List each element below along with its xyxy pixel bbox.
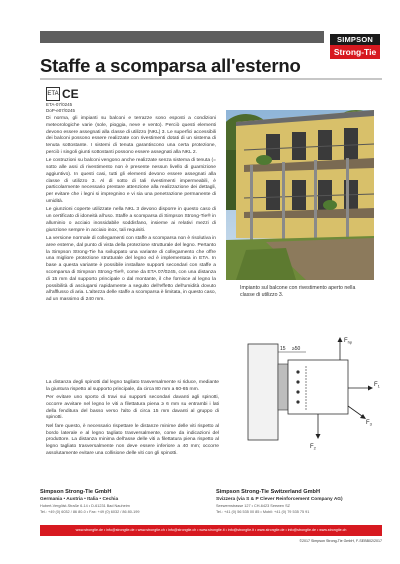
paragraph: La versione normale di collegamenti con staffe a scomparsa non è risolutiva in aree esterne, dal punto di vista della protezione strutturale del legno. Pertanto la Simpson Strong-Tie ha sviluppato una variante di collegamento che offre una migliore protezione strutturale del legno ed è implementata in ETA. In base a questa variante è possibile installare supporti secondari con staffe a scomparsa di Simpson Strong-Tie®, come da ETA 07/0245, con una distanza di 15 mm dal supporto principale o dal montante, il che fornisce al legno la possibilità di asciugarsi rapidamente a seguito dell'effetto dell'umidità dovuto all'afflusso di aria. L'altezza delle staffe a scomparsa è limitata, in questo caso, ad un massimo di 240 mm. xyxy=(46,236,216,303)
force-fhp-sub: hp xyxy=(347,339,353,345)
svg-text:Fhp xyxy=(344,338,353,345)
logo-bottom-text: Strong-Tie xyxy=(330,45,380,59)
dimension-50-label: ≥50 xyxy=(292,346,301,352)
simpson-strong-tie-logo xyxy=(330,34,380,72)
eta-box-icon: ETA xyxy=(46,87,60,101)
ce-certification-icon xyxy=(46,87,82,101)
footer-right-address: Seewernstrasse 127 • CH-6423 Seewen SZ xyxy=(216,504,290,508)
photo-caption: Impianto sul balcone con rivestimento aperto nella classe di utilizzo 3. xyxy=(240,285,356,298)
paragraph: Nel fare questo, è necessario rispettare le distanze minime delle viti rispetto al bordo laterale e al legno tagliato trasversalmente, come da indicazioni del produttore. La distanza minima dell'asse delle viti a filettatura piena rispetto al legno tagliato trasversalmente non deve essere inferiore a 40 mm; occorre assolutamente evitare una collisione delle viti con gli spinotti. xyxy=(46,423,219,456)
eta-number: ETA-07/0245 xyxy=(46,102,73,107)
footer-left-address: Hubert-Vergölst-Straße 6-14 • D-61231 Bad Nauheim xyxy=(40,504,130,508)
logo-top-text: SIMPSON xyxy=(330,34,380,45)
footer-switzerland xyxy=(216,488,386,515)
ce-mark-icon: CE xyxy=(62,87,79,101)
lower-text xyxy=(46,380,219,459)
force-f2-label: F xyxy=(310,444,314,450)
paragraph: Di norma, gli impianti su balconi e terrazze sono esposti a condizioni meteorologiche varie (sole, pioggia, neve e vento). Perciò questi elementi devono essere assegnati alla classe di utilizzo (NKL) 3. Le superfici accessibili dei balconi possono essere realizzate con rivestimenti dotati di un sistema di tenuta sottostante. I sistemi di tenuta garantiscono una certa protezione, perciò i singoli giunti sottostanti possono essere assegnati alla NKL 2. xyxy=(46,116,216,155)
footer-left-countries: Germania • Austria • Italia • Cechia xyxy=(40,497,119,502)
footer-left-contacts: Tel.: +49 (0) 6032 / 86 80-0 • Fax: +49 (0) 6032 / 86 80-199 xyxy=(40,510,140,514)
balcony-photo xyxy=(226,110,374,280)
footer-right-countries: Svizzera (via S & P Clever Reinforcement Company AG) xyxy=(216,497,343,502)
eta-reference xyxy=(46,102,75,113)
force-f1-label: F xyxy=(374,382,378,388)
footer-links-bar[interactable]: www.strongtie.de • info@strongtie.de • www.strongtie.ch • info@strongtie.ch • www.strongtie.it • info@strongtie.it • www.strongtie.de • info@strongtie.de • www.strongtie.ch xyxy=(40,525,382,536)
svg-text:F3 xyxy=(366,420,373,427)
force-f2-sub: 2 xyxy=(313,445,316,451)
paragraph: La distanza degli spinotti dal legno tagliato trasversalmente si riduce, mediante la giuntura rispetto al supporto principale, da circa 80 mm a 60-65 mm. xyxy=(46,380,219,392)
copyright-notice: ©2017 Simpson Strong-Tie GmbH, F-SEBB02/2017 xyxy=(299,539,382,543)
paragraph: Le costruzioni su balconi vengono anche realizzate senza sistema di tenuta (= sotto alle assi di rivestimento non è presente nessun livello di guarnizione aggiuntivo). In questi casi, tutti gli elementi devono essere assegnati alla classe di utilizzo 3. Al di sotto di tali rivestimenti impermeabili, è particolarmente necessario prestare attenzione alla realizzazione dei dettagli, per evitare che i legni si impregnino e vi sia una penetrazione permanente di umidità. xyxy=(46,158,216,205)
force-f1-sub: 1 xyxy=(377,383,380,389)
paragraph: Per evitare uno sporto di travi sui supporti secondari davanti agli spinotti, occorre avvitare nel legno le viti a filettatura piena ≥ 6 mm su entrambi i lati della fenditura del basso verso l'alto di circa 15 mm davanti al gruppo di spinotti. xyxy=(46,395,219,421)
force-f3-label: F xyxy=(366,420,370,426)
svg-text:F1 xyxy=(374,382,381,389)
force-f3-sub: 3 xyxy=(369,421,372,427)
main-text xyxy=(46,116,216,306)
footer-left-company: Simpson Strong-Tie GmbH xyxy=(40,489,112,495)
force-fhp-label: F xyxy=(344,338,348,344)
footer-right-contacts: Tel.: +41 (0) 56 535 00 85 • Mobil: +41 (0) 79 535 75 91 xyxy=(216,510,310,514)
footer-right-company: Simpson Strong-Tie Switzerland GmbH xyxy=(216,489,321,495)
header-bar xyxy=(40,31,324,43)
dop-number: DoP-e07/0245 xyxy=(46,107,76,113)
dimension-15-label: 15 xyxy=(280,346,286,352)
hanger-connection-diagram xyxy=(244,330,384,460)
paragraph: Le giunzioni coperte utilizzate nella NKL 3 devono disporre in questo caso di un certificato di idoneità all'uso. Staffe a scomparsa di Simpson Strong-Tie® in alluminio o acciaio inossidabile soddisfano, insieme ai relativi mezzi di giunzione sempre in acciaio inox, tali requisiti. xyxy=(46,207,216,233)
svg-text:F2 xyxy=(310,444,317,451)
footer-germany xyxy=(40,488,210,515)
title-divider xyxy=(40,78,382,80)
page-title: Staffe a scomparsa all'esterno xyxy=(40,55,301,76)
